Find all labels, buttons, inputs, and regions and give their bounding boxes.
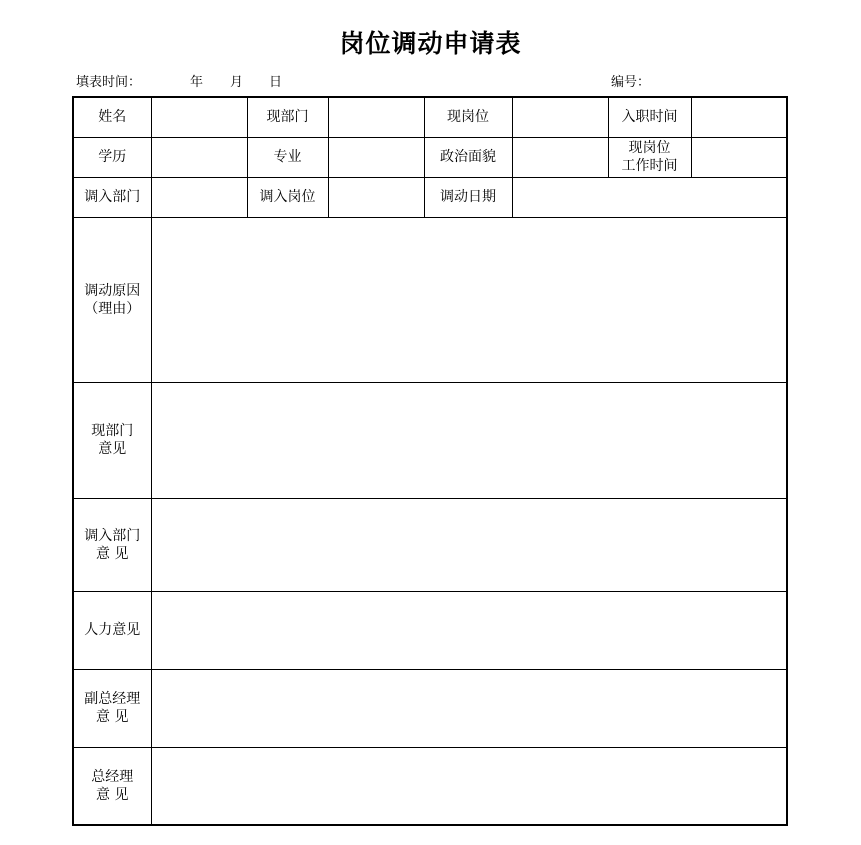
table-row: [73, 747, 787, 825]
major-field[interactable]: [328, 137, 424, 177]
current-position-field[interactable]: [512, 97, 608, 137]
fill-time-label: 填表时间：: [76, 75, 142, 90]
gm-opinion-label: 总经理 意 见: [73, 747, 151, 825]
hire-date-field[interactable]: [691, 97, 787, 137]
table-row: [73, 177, 787, 217]
form-title: 岗位调动申请表: [339, 29, 522, 58]
education-label: 学历: [73, 137, 151, 177]
hr-opinion-label: 人力意见: [73, 591, 151, 669]
political-status-label: 政治面貌: [424, 137, 512, 177]
target-dept-label: 调入部门: [73, 177, 151, 217]
serial-number-label: 编号：: [611, 75, 651, 90]
target-position-field[interactable]: [328, 177, 424, 217]
reason-field[interactable]: [151, 217, 787, 382]
year-label: 年: [190, 75, 204, 90]
table-row: [73, 137, 787, 177]
current-dept-label: 现部门: [247, 97, 328, 137]
day-label: 日: [269, 75, 283, 90]
hr-opinion-field[interactable]: [151, 591, 787, 669]
political-status-field[interactable]: [512, 137, 608, 177]
gm-opinion-field[interactable]: [151, 747, 787, 825]
table-row: [73, 382, 787, 498]
hire-date-label: 入职时间: [608, 97, 691, 137]
target-dept-opinion-field[interactable]: [151, 498, 787, 591]
table-row: [73, 591, 787, 669]
target-dept-opinion-label: 调入部门 意 见: [73, 498, 151, 591]
tenure-label: 现岗位 工作时间: [608, 137, 691, 177]
deputy-gm-opinion-label: 副总经理 意 见: [73, 669, 151, 747]
transfer-application-table: [72, 96, 788, 826]
major-label: 专业: [247, 137, 328, 177]
deputy-gm-opinion-field[interactable]: [151, 669, 787, 747]
table-row: [73, 97, 787, 137]
education-field[interactable]: [151, 137, 247, 177]
table-row: [73, 498, 787, 591]
current-position-label: 现岗位: [424, 97, 512, 137]
reason-label: 调动原因 （理由）: [73, 217, 151, 382]
target-position-label: 调入岗位: [247, 177, 328, 217]
name-label: 姓名: [73, 97, 151, 137]
table-row: [73, 217, 787, 382]
name-field[interactable]: [151, 97, 247, 137]
current-dept-opinion-label: 现部门 意见: [73, 382, 151, 498]
current-dept-opinion-field[interactable]: [151, 382, 787, 498]
tenure-field[interactable]: [691, 137, 787, 177]
month-label: 月: [230, 75, 244, 90]
table-row: [73, 669, 787, 747]
target-dept-field[interactable]: [151, 177, 247, 217]
current-dept-field[interactable]: [328, 97, 424, 137]
transfer-date-field[interactable]: [512, 177, 787, 217]
transfer-date-label: 调动日期: [424, 177, 512, 217]
